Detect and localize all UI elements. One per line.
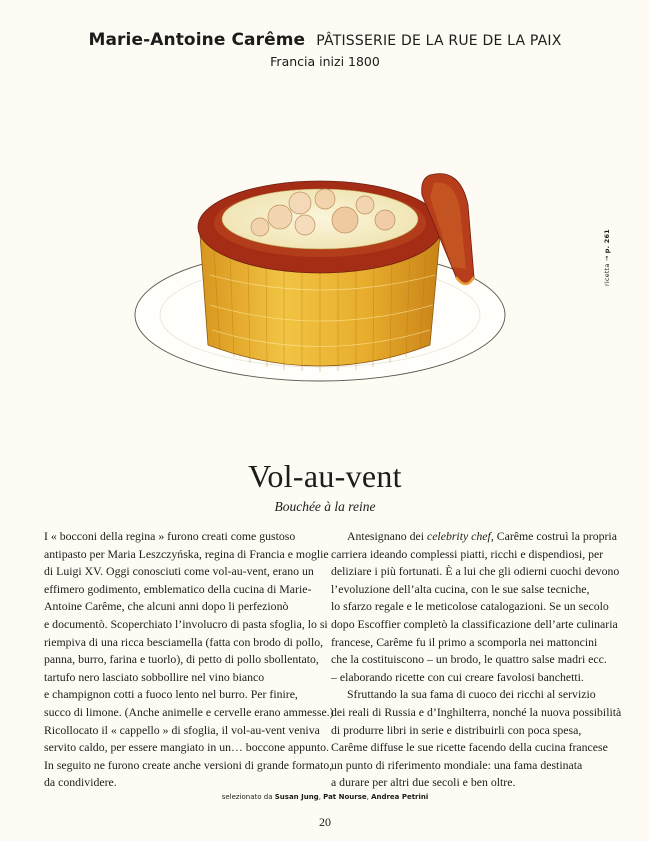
text-line: lo sfarzo regale e le meticolose catalogazioni. Se un secolo [331, 599, 609, 614]
text-line: e champignon cotti a fuoco lento nel burro. Per finire, [44, 687, 298, 702]
italic-term: celebrity chef, [426, 529, 494, 543]
text-line: panna, burro, farina e tuorlo), di petto di pollo sbollentato, [44, 652, 319, 667]
page-header [0, 30, 650, 69]
text-line: e documentò. Scoperchiato l’involucro di pasta sfoglia, lo si [44, 616, 328, 631]
text-line: riempiva di una ricca besciamella (fatta con brodo di pollo, [44, 634, 324, 649]
text-line: francese, Carême fu il primo a scomporla nei mattoncini [331, 634, 598, 649]
credits-prefix: selezionato da [221, 793, 273, 801]
text-line: l’evoluzione dell’alta cucina, con le sue salse tecniche, [331, 581, 590, 596]
vol-au-vent-illustration [130, 165, 520, 405]
text-line: tartufo nero lasciato sobbollire nel vino bianco [44, 669, 265, 684]
chef-name: Marie-Antoine Carême [88, 30, 306, 50]
text-line: a durare per altri due secoli e ben oltre. [331, 775, 516, 790]
text-line: di Luigi XV. Oggi conosciuti come vol-au-vent, erano un [44, 564, 314, 579]
body-paragraph [331, 528, 620, 686]
body-column-right [331, 528, 622, 792]
text-line: di produrre libri in serie e distribuirli con poca spesa, [331, 722, 582, 737]
origin-period: Francia inizi 1800 [270, 54, 380, 69]
credit-name: Susan Jung [274, 793, 319, 801]
text-line: – elaborando ricette con cui creare favolosi banchetti. [331, 669, 584, 684]
text-line: succo di limone. (Anche animelle e cervelle erano ammesse.) [44, 704, 334, 719]
text-line: dei reali di Russia e d’Inghilterra, nonché la nuova possibilità [331, 704, 622, 719]
text-line: che la costituiscono – un brodo, le quattro salse madri ecc. [331, 652, 607, 667]
body-column-left [44, 528, 334, 792]
text-line: deliziare i più fortunati. È a lui che gli odierni cuochi devono [331, 564, 620, 579]
text-line: dopo Escoffier completò la classificazione dell’arte culinaria [331, 616, 618, 631]
dish-subtitle: Bouchée à la reine [274, 499, 376, 514]
text-line: effimero godimento, emblematico della cucina di Marie- [44, 581, 312, 596]
text-line: In seguito ne furono create anche versioni di grande formato, [44, 757, 333, 772]
text-line: I « bocconi della regina » furono creati come gustoso [44, 529, 296, 543]
text-line: un punto di riferimento mondiale: una fama destinata [331, 757, 583, 772]
creamy-filling [222, 189, 418, 249]
credits-line: selezionato da Susan Jung, Pat Nourse, Andrea Petrini [221, 793, 429, 801]
text-line: Antoine Carême, che alcuni anni dopo li perfezionò [44, 599, 289, 614]
text-line: Carême diffuse le sue ricette facendo della cucina francese [331, 740, 608, 755]
body-paragraph [44, 528, 334, 792]
text-line: da condividere. [44, 775, 117, 790]
credit-name: Pat Nourse [323, 793, 367, 801]
text-line: antipasto per Maria Leszczyńska, regina di Francia e moglie [44, 546, 329, 561]
restaurant-name: PÂTISSERIE DE LA RUE DE LA PAIX [316, 33, 562, 49]
page-number: 20 [319, 815, 331, 829]
text-line: Ricollocato il « cappello » di sfoglia, il vol-au-vent veniva [44, 722, 320, 737]
recipe-page-reference [603, 229, 611, 286]
text-line: Antesignano dei celebrity chef, Carême costruì la propria [347, 529, 617, 543]
body-paragraph [331, 686, 622, 792]
credit-name: Andrea Petrini [371, 793, 429, 801]
text-line: carriera ideando complessi piatti, ricchi e dispendiosi, per [331, 546, 604, 561]
text-line: Sfruttando la sua fama di cuoco dei ricchi al servizio [347, 687, 596, 702]
dish-title: Vol-au-vent [248, 458, 402, 494]
recipe-ref-label: ricetta → [603, 255, 611, 286]
recipe-ref-page: p. 261 [603, 229, 611, 254]
text-line: servito caldo, per essere mangiato in un… boccone appunto. [44, 740, 330, 755]
